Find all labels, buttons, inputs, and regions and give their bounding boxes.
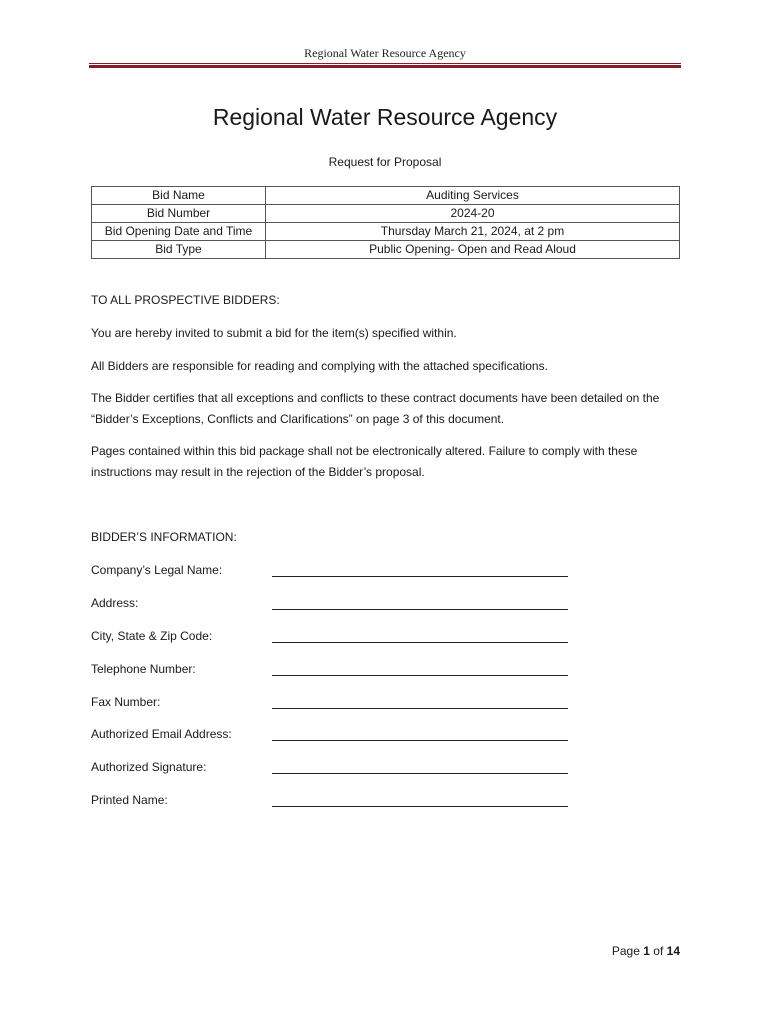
table-row <box>92 205 680 223</box>
printed-name-field[interactable] <box>272 806 568 807</box>
bid-details-table <box>91 186 680 259</box>
bid-type-label: Bid Type <box>92 241 266 259</box>
header-rule-thick <box>89 65 681 68</box>
email-row <box>91 727 691 747</box>
invitation-paragraph: You are hereby invited to submit a bid for the item(s) specified within. <box>91 326 457 340</box>
table-row <box>92 241 680 259</box>
fax-row <box>91 695 691 715</box>
alteration-paragraph: Pages contained within this bid package shall not be electronically altered. Failure to comply with these instructions may result in the rejection of the Bidder’s proposal. <box>91 444 638 479</box>
email-field[interactable] <box>272 740 568 741</box>
telephone-field[interactable] <box>272 675 568 676</box>
signature-row <box>91 760 691 780</box>
document-subtitle: Request for Proposal <box>328 155 442 169</box>
table-row <box>92 187 680 205</box>
responsibility-paragraph: All Bidders are responsible for reading and complying with the attached specifications. <box>91 359 548 373</box>
company-name-row <box>91 563 691 583</box>
city-state-zip-row <box>91 629 691 649</box>
page-current: 1 <box>643 944 650 958</box>
company-name-field[interactable] <box>272 576 568 577</box>
telephone-label: Telephone Number: <box>91 662 196 676</box>
table-row <box>92 223 680 241</box>
company-name-label: Company’s Legal Name: <box>91 563 223 577</box>
header-rule-thin <box>89 63 681 64</box>
city-state-zip-label: City, State & Zip Code: <box>91 629 213 643</box>
signature-label: Authorized Signature: <box>91 760 207 774</box>
page-of: of <box>653 944 664 958</box>
email-label: Authorized Email Address: <box>91 727 232 741</box>
bidder-info-heading: BIDDER’S INFORMATION: <box>91 530 237 544</box>
address-label: Address: <box>91 596 139 610</box>
page-word: Page <box>611 944 640 958</box>
bid-name-label: Bid Name <box>92 187 266 205</box>
running-header: Regional Water Resource Agency <box>304 46 466 60</box>
salutation: TO ALL PROSPECTIVE BIDDERS: <box>91 293 280 307</box>
bid-number-label: Bid Number <box>92 205 266 223</box>
printed-name-label: Printed Name: <box>91 793 168 807</box>
fax-label: Fax Number: <box>91 695 161 709</box>
bid-name-value: Auditing Services <box>266 187 680 205</box>
address-field[interactable] <box>272 609 568 610</box>
bid-type-value: Public Opening- Open and Read Aloud <box>266 241 680 259</box>
fax-field[interactable] <box>272 708 568 709</box>
certification-paragraph: The Bidder certifies that all exceptions and conflicts to these contract documents have been detailed on the “Bidder’s Exceptions, Conflicts and Clarifications” on page 3 of this document. <box>91 391 660 426</box>
document-title: Regional Water Resource Agency <box>212 104 558 130</box>
page-number <box>612 944 680 958</box>
address-row <box>91 596 691 616</box>
signature-field[interactable] <box>272 773 568 774</box>
bid-number-value: 2024-20 <box>266 205 680 223</box>
bid-opening-label: Bid Opening Date and Time <box>92 223 266 241</box>
page-total: 14 <box>666 944 680 958</box>
printed-name-row <box>91 793 691 813</box>
bid-opening-value: Thursday March 21, 2024, at 2 pm <box>266 223 680 241</box>
telephone-row <box>91 662 691 682</box>
city-state-zip-field[interactable] <box>272 642 568 643</box>
